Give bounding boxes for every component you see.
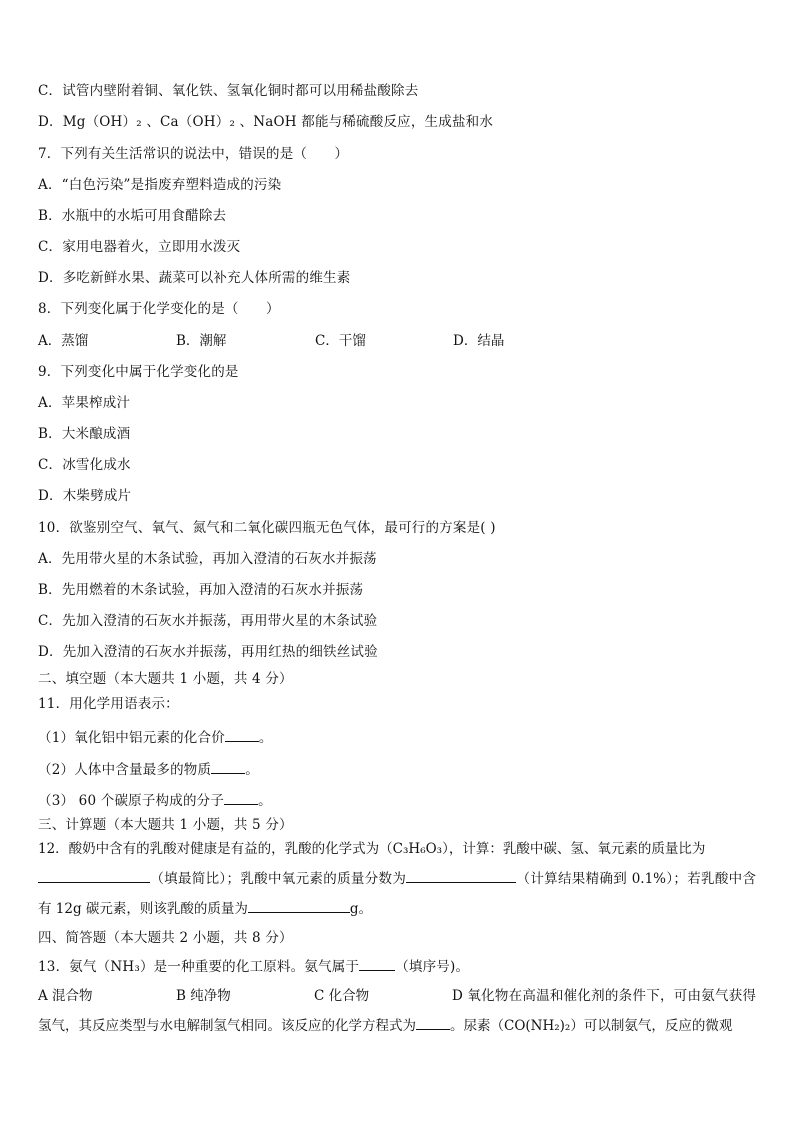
q13-blank-classification[interactable] (359, 956, 395, 971)
q13-option-d-text: D 氧化物在高温和催化剂的条件下，可由氨气获得氢气，其反应类型与水电解制氢气相同。该反应的化学方程式为 (38, 988, 756, 1034)
q11-item-1 (38, 727, 273, 747)
q12-part4: g。 (349, 901, 373, 917)
q13-after: 。尿素（CO(NH₂)₂）可以制氨气，反应的微观 (450, 1018, 733, 1034)
q11-item-3-blank[interactable] (224, 790, 258, 805)
q10-option-b: B．先用燃着的木条试验，再加入澄清的石灰水并振荡 (38, 582, 364, 598)
q9-option-c: C．冰雪化成水 (38, 457, 131, 473)
q13-option-c: C 化合物 (314, 988, 370, 1004)
q11-item-2-end: 。 (245, 762, 259, 778)
q11-item-1-text: （1）氧化铝中铝元素的化合价 (38, 730, 225, 746)
q11-item-3-end: 。 (258, 793, 272, 809)
q8-stem: 8．下列变化属于化学变化的是（ ） (38, 301, 280, 317)
q13-stem-a: 13．氨气（NH₃）是一种重要的化工原料。氨气属于 (38, 959, 360, 975)
q10-option-c: C．先加入澄清的石灰水并振荡，再用带火星的木条试验 (38, 613, 378, 629)
q7-option-b: B．水瓶中的水垢可用食醋除去 (38, 208, 227, 224)
section4-title: 四、简答题（本大题共 2 小题，共 8 分） (38, 930, 293, 946)
q12-paragraph (38, 834, 756, 924)
q10-option-a: A．先用带火星的木条试验，再加入澄清的石灰水并振荡 (38, 551, 377, 567)
q13-stem-b: （填序号)。 (395, 959, 470, 975)
q7-stem: 7．下列有关生活常识的说法中，错误的是（ ） (38, 146, 349, 162)
q7-option-c: C．家用电器着火，立即用水泼灭 (38, 239, 241, 255)
section3-title: 三、计算题（本大题共 1 小题，共 5 分） (38, 817, 293, 833)
q12-blank-ratio[interactable] (38, 868, 150, 883)
q8-option-a: A．蒸馏 (38, 333, 89, 349)
section2-title: 二、填空题（本大题共 1 小题，共 4 分） (38, 671, 293, 687)
q11-stem: 11．用化学用语表示： (38, 696, 179, 712)
q9-option-b: B．大米酿成酒 (38, 426, 131, 442)
q9-option-a: A．苹果榨成汁 (38, 395, 131, 411)
q11-item-3-text: （3） 60 个碳原子构成的分子 (38, 793, 225, 809)
q8-option-c: C．干馏 (315, 333, 366, 349)
q11-item-2-text: （2）人体中含量最多的物质 (38, 762, 212, 778)
q13-stem (38, 956, 469, 976)
q13-option-a: A 混合物 (38, 988, 93, 1004)
q13-blank-equation[interactable] (416, 1015, 450, 1030)
q11-item-1-end: 。 (258, 730, 273, 746)
q7-option-a: A．“白色污染”是指废弃塑料造成的污染 (38, 177, 282, 193)
q6-option-d: D．Mg（OH）₂ 、Ca（OH）₂ 、NaOH 都能与稀硫酸反应，生成盐和水 (38, 114, 494, 130)
q11-item-2 (38, 759, 259, 779)
q9-option-d: D．木柴劈成片 (38, 488, 132, 504)
q13-paragraph (38, 981, 756, 1041)
q11-item-1-blank[interactable] (225, 727, 259, 742)
q7-option-d: D．多吃新鲜水果、蔬菜可以补充人体所需的维生素 (38, 270, 351, 286)
q8-option-b: B．潮解 (176, 333, 227, 349)
q12-part2: （填最简比）；乳酸中氧元素的质量分数为 (150, 871, 407, 887)
q12-part1: 12．酸奶中含有的乳酸对健康是有益的，乳酸的化学式为（C₃H₆O₃），计算：乳酸中碳、氢、氧元素的质量比为 (38, 841, 706, 857)
q11-item-3 (38, 790, 272, 810)
q6-option-c: C．试管内壁附着铜、氧化铁、氢氧化铜时都可以用稀盐酸除去 (38, 83, 419, 99)
q8-option-d: D．结晶 (453, 333, 505, 349)
q11-item-2-blank[interactable] (211, 759, 245, 774)
q10-option-d: D．先加入澄清的石灰水并振荡，再用红热的细铁丝试验 (38, 644, 378, 660)
q10-stem: 10．欲鉴别空气、氧气、氮气和二氧化碳四瓶无色气体，最可行的方案是( ) (38, 520, 496, 536)
q12-blank-fraction[interactable] (406, 868, 516, 883)
q12-part3: （计算结果精确到 0.1%）；若乳酸中含有 12g 碳元素，则该乳酸的质量为 (38, 871, 756, 917)
q13-option-b: B 纯净物 (176, 988, 231, 1004)
q9-stem: 9．下列变化中属于化学变化的是 (38, 364, 239, 380)
q12-blank-mass[interactable] (248, 898, 350, 913)
